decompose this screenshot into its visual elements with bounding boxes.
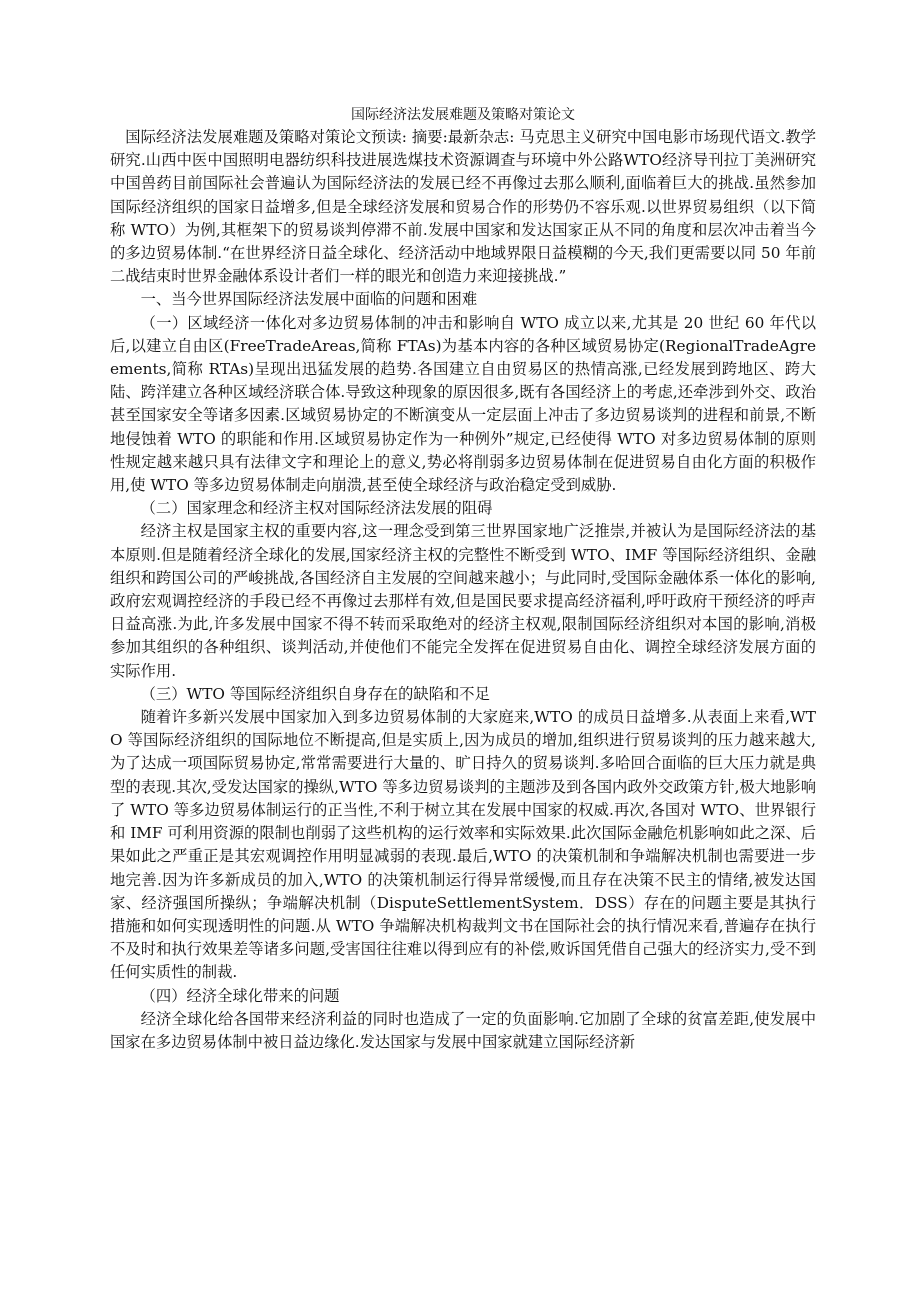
intro-paragraph: 国际经济法发展难题及策略对策论文预读: 摘要:最新杂志: 马克思主义研究中国电影市场现代语文.教学研究.山西中医中国照明电器纺织科技进展选煤技术资源调查与环境中外公路WTO经济导刊拉丁美洲研究中国兽药目前国际社会普遍认为国际经济法的发展已经不再像过去那么顺利,面临着巨大的挑战.虽然参加国际经济组织的国家日益增多,但是全球经济发展和贸易合作的形势仍不容乐观.以世界贸易组织（以下简称 WTO）为例,其框架下的贸易谈判停滞不前.发展中国家和发达国家正从不同的角度和层次冲击着当今的多边贸易体制.“在世界经济日益全球化、经济活动中地域界限日益模糊的今天,我们更需要以同 50 年前二战结束时世界金融体系设计者们一样的眼光和创造力来迎接挑战.” — [110, 128, 816, 286]
subsection4-heading: （四）经济全球化带来的问题 — [140, 986, 340, 1005]
subsection1-paragraph: （一）区域经济一体化对多边贸易体制的冲击和影响自 WTO 成立以来,尤其是 20 世纪 60 年代以后,以建立自由区(FreeTradeAreas,简称 FTAs)为基本内容的各种区域贸易协定(RegionalTradeAgreements,简称 RTAs)呈现出迅猛发展的趋势.各国建立自由贸易区的热情高涨,已经发展到跨地区、跨大陆、跨洋建立各种区域经济联合体.导致这种现象的原因很多,既有各国经济上的考虑,还牵涉到外交、政治甚至国家安全等诸多因素.区域贸易协定的不断演变从一定层面上冲击了多边贸易谈判的进程和前景,不断地侵蚀着 WTO 的职能和作用.区域贸易协定作为一种例外”规定,已经使得 WTO 对多边贸易体制的原则性规定越来越只具有法律文字和理论上的意义,势必将削弱多边贸易体制在促进贸易自由化方面的积极作用,使 WTO 等多边贸易体制走向崩溃,甚至使全球经济与政治稳定受到威胁. — [110, 313, 816, 495]
subsection2-heading: （二）国家理念和经济主权对国际经济法发展的阻碍 — [140, 499, 493, 518]
subsection2-paragraph: 经济主权是国家主权的重要内容,这一理念受到第三世界国家地广泛推崇,并被认为是国际经济法的基本原则.但是随着经济全球化的发展,国家经济主权的完整性不断受到 WTO、IMF 等国际经济组织、金融组织和跨国公司的严峻挑战,各国经济自主发展的空间越来越小；与此同时,受国际金融体系一体化的影响,政府宏观调控经济的手段已经不再像过去那样有效,但是国民要求提高经济福利,呼吁政府干预经济的呼声日益高涨.为此,许多发展中国家不得不转而采取绝对的经济主权观,限制国际经济组织对本国的影响,消极参加其组织的各种组织、谈判活动,并使他们不能完全发挥在促进贸易自由化、调控全球经济发展方面的实际作用. — [110, 522, 816, 680]
section1-heading: 一、当今世界国际经济法发展中面临的问题和困难 — [140, 290, 478, 309]
document-title: 国际经济法发展难题及策略对策论文 — [351, 107, 575, 123]
subsection3-heading: （三）WTO 等国际经济组织自身存在的缺陷和不足 — [140, 684, 490, 703]
subsection3-paragraph: 随着许多新兴发展中国家加入到多边贸易体制的大家庭来,WTO 的成员日益增多.从表面上来看,WTO 等国际经济组织的国际地位不断提高,但是实质上,因为成员的增加,组织进行贸易谈判的压力越来越大,为了达成一项国际贸易协定,常常需要进行大量的、旷日持久的贸易谈判.多哈回合面临的巨大压力就是典型的表现.其次,受发达国家的操纵,WTO 等多边贸易谈判的主题涉及到各国内政外交政策方针,极大地影响了 WTO 等多边贸易体制运行的正当性,不利于树立其在发展中国家的权威.再次,各国对 WTO、世界银行和 IMF 可利用资源的限制也削弱了这些机构的运行效率和实际效果.此次国际金融危机影响如此之深、后果如此之严重正是其宏观调控作用明显减弱的表现.最后,WTO 的决策机制和争端解决机制也需要进一步地完善.因为许多新成员的加入,WTO 的决策机制运行得异常缓慢,而且存在决策不民主的情绪,被发达国家、经济强国所操纵；争端解决机制（DisputeSettlementSystem．DSS）存在的问题主要是其执行措施和如何实现透明性的问题.从 WTO 争端解决机构裁判文书在国际社会的执行情况来看,普遍存在执行不及时和执行效果差等诸多问题,受害国往往难以得到应有的补偿,败诉国凭借自己强大的经济实力,受不到任何实质性的制裁. — [110, 708, 816, 982]
subsection4-paragraph: 经济全球化给各国带来经济利益的同时也造成了一定的负面影响.它加剧了全球的贫富差距,使发展中国家在多边贸易体制中被日益边缘化.发达国家与发展中国家就建立国际经济新 — [110, 1009, 816, 1051]
document-page — [110, 104, 816, 1054]
